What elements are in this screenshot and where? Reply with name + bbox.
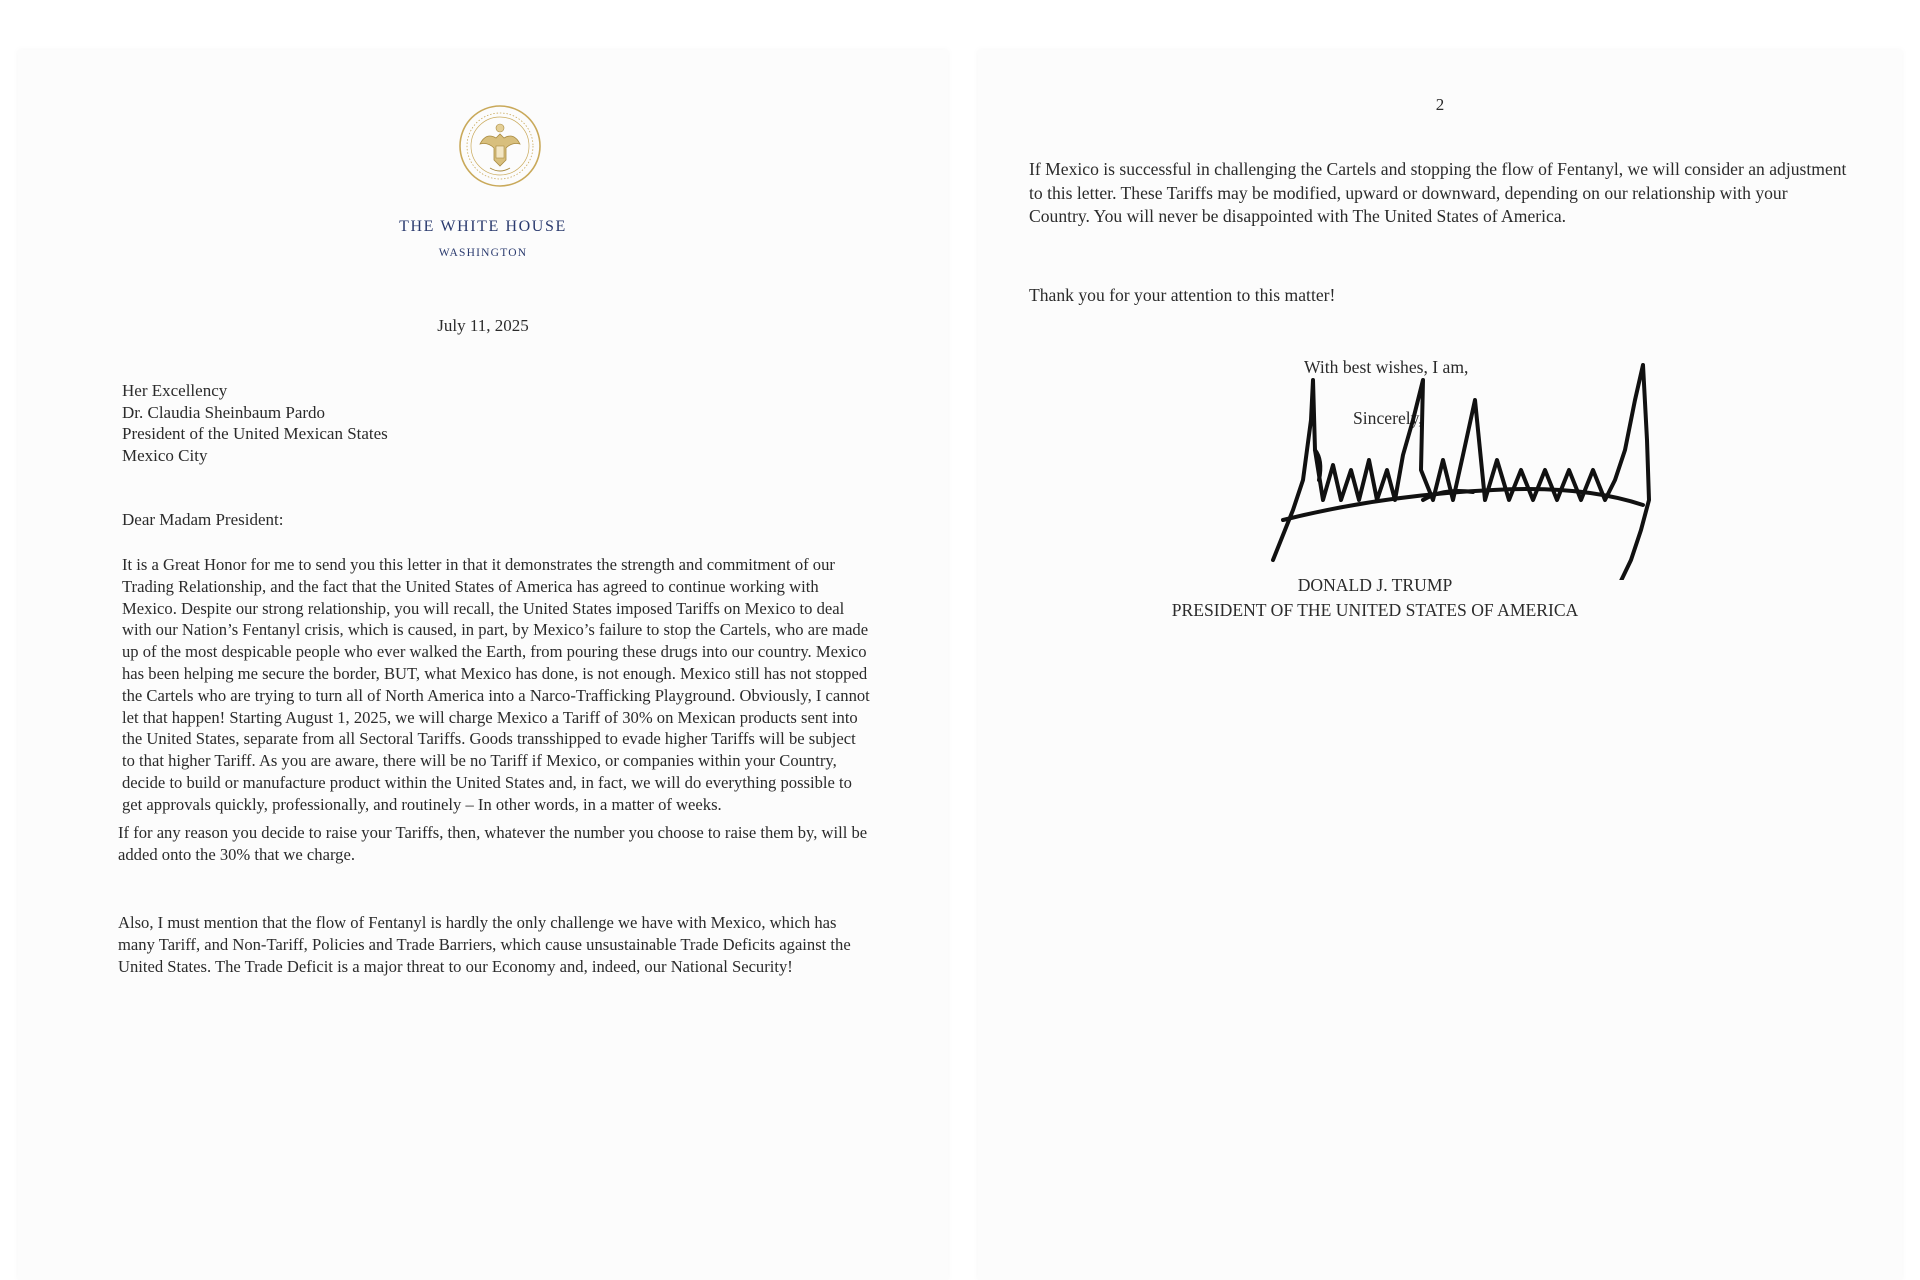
letter-page-1 — [18, 50, 948, 1280]
recipient-address — [122, 380, 388, 466]
letterhead-subtitle: WASHINGTON — [438, 247, 528, 259]
address-line: Mexico City — [122, 445, 208, 465]
address-line: President of the United Mexican States — [122, 424, 388, 443]
address-line: Her Excellency — [122, 381, 228, 400]
body-paragraph: If Mexico is successful in challenging the Cartels and stopping the flow of Fentanyl, we will consider an adjustment to this letter. These Tariffs may be modified, upward or downward, depending on our relationship with your Country. You will never be disappointed with The United States of America. — [1029, 159, 1847, 226]
signer-name: DONALD J. TRUMP — [1297, 575, 1453, 595]
letter-page-2 — [978, 50, 1902, 1280]
signer-title: PRESIDENT OF THE UNITED STATES OF AMERICA — [1171, 600, 1579, 620]
letterhead-title: THE WHITE HOUSE — [399, 218, 567, 235]
thanks-line: Thank you for your attention to this matter! — [1029, 285, 1336, 305]
sincerely-line: Sincerely, — [1353, 408, 1423, 428]
letter-date: July 11, 2025 — [437, 316, 529, 335]
body-paragraph: Also, I must mention that the flow of Fentanyl is hardly the only challenge we have with Mexico, which has many Tariff, and Non-Tariff, Policies and Trade Barriers, which cause unsustainable Trade Deficits against the United States. The Trade Deficit is a major threat to our Economy and, indeed, our National Security! — [118, 913, 851, 976]
body-paragraph: If for any reason you decide to raise your Tariffs, then, whatever the number you choose to raise them by, will be added onto the 30% that we charge. — [118, 823, 868, 864]
salutation: Dear Madam President: — [122, 510, 284, 529]
address-line: Dr. Claudia Sheinbaum Pardo — [122, 402, 326, 422]
handwritten-signature-icon — [1263, 360, 1683, 580]
presidential-seal-icon — [458, 104, 542, 188]
page-number: 2 — [1435, 95, 1445, 114]
closing-line: With best wishes, I am, — [1304, 357, 1469, 377]
body-paragraph: It is a Great Honor for me to send you this letter in that it demonstrates the strength and commitment of our Trading Relationship, and the fact that the United States of America has agreed to continue working with Mexico. Despite our strong relationship, you will recall, the United States imposed Tariffs on Mexico to deal with our Nation’s Fentanyl crisis, which is caused, in part, by Mexico’s failure to stop the Cartels, who are made up of the most despicable people who ever walked the Earth, from pouring these drugs into our country. Mexico has been helping me secure the border, BUT, what Mexico has done, is not enough. Mexico still has not stopped the Cartels who are trying to turn all of North America into a Narco-Trafficking Playground. Obviously, I cannot let that happen! Starting August 1, 2025, we will charge Mexico a Tariff of 30% on Mexican products sent into the United States, separate from all Sectoral Tariffs. Goods transshipped to evade higher Tariffs will be subject to that higher Tariff. As you are aware, there will be no Tariff if Mexico, or companies within your Country, decide to build or manufacture product within the United States and, in fact, we will do everything possible to get approvals quickly, professionally, and routinely – In other words, in a matter of weeks. — [122, 555, 870, 814]
